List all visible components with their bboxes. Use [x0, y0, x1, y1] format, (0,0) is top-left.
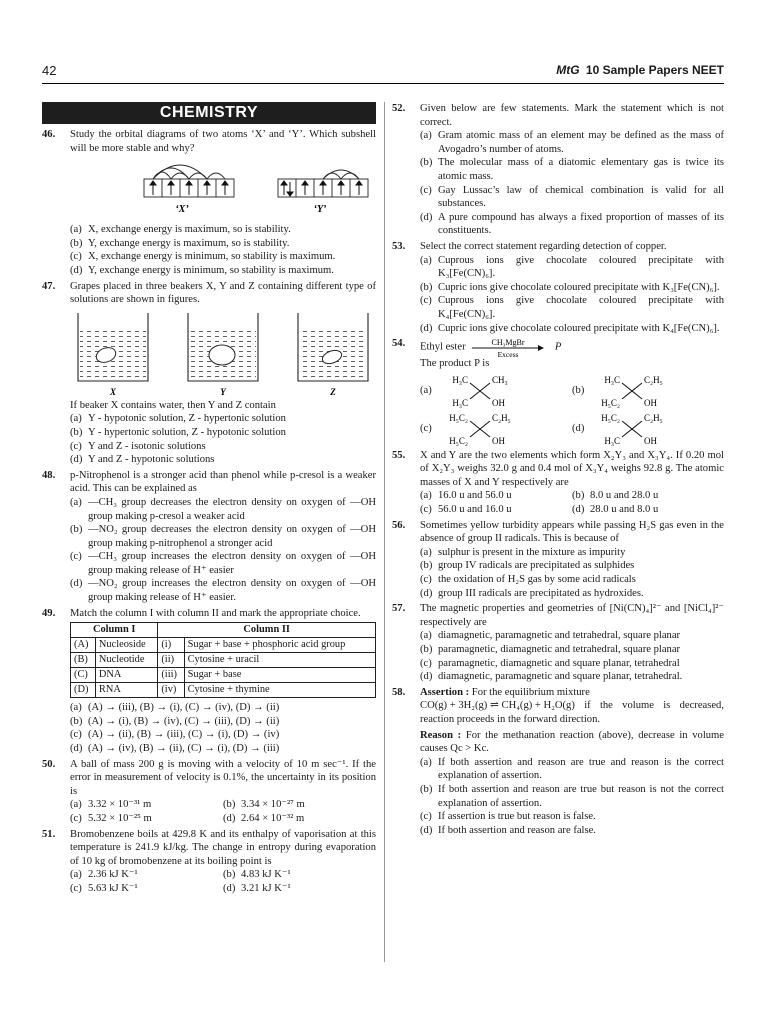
option-a[interactable] — [420, 489, 572, 503]
question-52 — [392, 102, 724, 238]
option-letter: (d) — [572, 504, 585, 516]
option-letter: (b) — [70, 426, 83, 438]
question-text: Select the correct statement regarding detection of copper. — [420, 240, 667, 252]
option-letter: (d) — [420, 824, 433, 836]
option-text: the oxidation of H₂S gas by some acid radicals — [438, 574, 636, 586]
option-a[interactable] — [70, 496, 376, 523]
reason-label: Reason : — [420, 729, 462, 741]
table-cell: (iv) — [158, 683, 184, 698]
option-letter: (b) — [420, 281, 433, 293]
question-number: 50. — [42, 758, 56, 770]
beaker-label-z: Z — [330, 386, 336, 397]
label-x: ‘X’ — [175, 204, 189, 216]
table-cell: Sugar + base + phosphoric acid group — [184, 638, 375, 653]
option-text: diamagnetic, paramagnetic and tetrahedral, square planar — [438, 630, 681, 642]
option-text: A pure compound has always a fixed proportion of masses of its constituents. — [438, 211, 724, 237]
table-header-row — [71, 623, 376, 638]
substituent: OH — [644, 397, 657, 408]
substituent: OH — [644, 435, 657, 446]
option-c[interactable] — [420, 810, 724, 824]
option-text: group IV radicals are precipitated as sulphides — [438, 560, 635, 572]
question-57 — [392, 602, 724, 684]
reaction-arrow — [468, 337, 552, 360]
question-text: p-Nitrophenol is a stronger acid than phenol while p-cresol is a weaker acid. This can be explained as — [70, 469, 376, 495]
option-letter: (c) — [420, 295, 432, 307]
option-letter: (c) — [70, 729, 82, 741]
option-b[interactable] — [420, 643, 724, 657]
option-text: paramagnetic, diamagnetic and square planar, tetrahedral — [438, 657, 680, 669]
option-letter: (a) — [70, 869, 82, 881]
option-letter: (d) — [223, 813, 236, 824]
option-d[interactable] — [420, 322, 724, 336]
option-c[interactable] — [420, 573, 724, 587]
option-b[interactable] — [420, 783, 724, 810]
option-text: Gram atomic mass of an element may be defined as the mass of Avogadro’s number of atoms. — [438, 130, 724, 155]
option-a[interactable] — [420, 756, 724, 783]
option-d[interactable] — [572, 503, 724, 517]
option-letter: (a) — [420, 756, 432, 768]
option-text: 3.21 kJ K⁻¹ — [241, 882, 291, 894]
option-letter: (a) — [420, 254, 432, 266]
option-a[interactable] — [70, 701, 376, 715]
option-letter: (a) — [70, 799, 82, 811]
table-row — [71, 638, 376, 653]
option-text: Cupric ions give chocolate coloured precipitate with K₃[Fe(CN)₆]. — [438, 281, 720, 293]
option-b[interactable] — [420, 559, 724, 573]
option-c[interactable] — [70, 250, 376, 264]
option-text: Y, exchange energy is maximum, so is stability. — [88, 237, 290, 249]
substituent: H₃C — [604, 435, 620, 446]
question-47 — [42, 280, 376, 467]
column-divider — [384, 102, 385, 962]
option-c[interactable] — [420, 657, 724, 671]
substituent: H₅C₂ — [449, 435, 468, 446]
question-number: 55. — [392, 449, 406, 461]
option-letter: (a) — [70, 702, 82, 714]
option-letter: (d) — [420, 587, 433, 599]
match-table — [70, 622, 376, 698]
option-text: Gay Lussac’s law of chemical combination is valid for all substances. — [438, 184, 724, 210]
assertion-label: Assertion : — [420, 686, 470, 698]
option-a[interactable] — [420, 629, 724, 643]
label-y: ‘Y’ — [313, 204, 327, 216]
option-text: group III radicals are precipitated as hydroxides. — [438, 587, 644, 599]
option-letter: (d) — [70, 578, 83, 590]
option-text: Cupric ions give chocolate coloured precipitate with K₄[Fe(CN)₆]. — [438, 322, 720, 334]
option-text: 8.0 u and 28.0 u — [590, 490, 659, 502]
option-text: Y and Z - hypotonic solutions — [88, 454, 215, 466]
question-text: X and Y are the two elements which form X₂Y₃ and X₃Y₄. If 0.20 mol of X₂Y₃ weighs 32.0 g and 0.4 mol of X₃Y₄ weighs 92.8 g. The atomic masses of X and Y respectively are — [420, 449, 724, 488]
option-text: 4.83 kJ K⁻¹ — [241, 869, 291, 881]
option-letter: (c) — [420, 504, 432, 516]
question-text: Ethyl ester — [420, 341, 466, 353]
option-text: —NO₂ group decreases the electron density on oxygen of —OH group making p-nitrophenol a stronger acid — [88, 524, 376, 549]
structure-d — [590, 411, 700, 447]
table-cell: RNA — [95, 683, 157, 698]
option-letter: (b) — [70, 524, 83, 536]
assertion-text: For the equilibrium mixture — [471, 686, 590, 698]
substituent: H₃C — [452, 397, 468, 408]
option-letter: (a) — [420, 630, 432, 642]
option-letter: (c) — [420, 811, 432, 823]
options-grid — [70, 868, 376, 895]
option-a[interactable] — [420, 546, 724, 560]
option-d[interactable] — [223, 882, 376, 896]
substituent: H₅C₂ — [449, 412, 468, 423]
option-text: diamagnetic, paramagnetic and square planar, tetrahedral. — [438, 671, 683, 683]
option-text: —CH₃ group increases the electron density on oxygen of —OH group making release of H⁺ easier — [88, 551, 376, 576]
option-a[interactable] — [420, 373, 572, 409]
product-options — [420, 373, 724, 447]
reagent-bottom: Excess — [497, 350, 519, 360]
question-text: Bromobenzene boils at 429.8 K and its enthalpy of vaporisation at this temperature is 241.9 kJ/kg. The change in entropy during evaporation of 10 kg of bromobenzene at its boiling point is — [70, 828, 376, 867]
option-letter: (d) — [223, 882, 236, 894]
product-label: P — [554, 341, 562, 353]
substituent: C₂H₅ — [644, 374, 663, 385]
question-number: 48. — [42, 469, 56, 481]
equilibrium-equation: CO(g) + 3H₂(g) ⇌ CH₄(g) + H₂O(g) — [420, 700, 575, 712]
option-d[interactable] — [70, 577, 376, 604]
substituent: H₃C — [604, 374, 620, 385]
running-header — [556, 64, 724, 78]
option-b[interactable] — [572, 373, 724, 409]
option-text: Y and Z - isotonic solutions — [88, 440, 206, 452]
table-row — [71, 683, 376, 698]
question-51 — [42, 828, 376, 896]
option-c[interactable] — [420, 503, 572, 517]
option-d[interactable] — [223, 812, 376, 826]
question-text: Grapes placed in three beakers X, Y and Z containing different type of solutions are shown in figures. — [70, 280, 376, 306]
table-cell: (ii) — [158, 653, 184, 668]
question-number: 58. — [392, 686, 406, 698]
table-row — [71, 668, 376, 683]
option-a[interactable] — [70, 798, 223, 812]
question-55 — [392, 449, 724, 517]
option-letter: (c) — [70, 440, 82, 452]
option-letter: (d) — [70, 264, 83, 276]
question-number: 54. — [392, 338, 406, 350]
option-text: If both assertion and reason are true but reason is not the correct explanation of assertion. — [438, 783, 724, 809]
question-number: 51. — [42, 828, 56, 840]
option-letter: (c) — [420, 574, 432, 586]
option-letter: (b) — [420, 157, 433, 169]
option-text: 5.63 kJ K⁻¹ — [88, 882, 138, 894]
question-53 — [392, 240, 724, 335]
option-b[interactable] — [223, 868, 376, 882]
option-text: 2.36 kJ K⁻¹ — [88, 869, 138, 881]
option-text: 56.0 u and 16.0 u — [438, 504, 512, 516]
option-text: 3.32 × 10⁻³¹ m — [88, 799, 152, 811]
reason-text: For the methanation reaction (above), decrease in volume causes Qc > Kc. — [420, 729, 724, 755]
option-letter: (d) — [572, 422, 585, 434]
option-b[interactable] — [223, 798, 376, 812]
option-letter: (b) — [223, 869, 236, 881]
question-number: 49. — [42, 607, 56, 619]
question-number: 56. — [392, 519, 406, 531]
question-number: 47. — [42, 280, 56, 292]
option-d[interactable] — [420, 670, 724, 684]
option-c[interactable] — [70, 812, 223, 826]
option-text: X, exchange energy is minimum, so stability is maximum. — [88, 251, 336, 263]
option-text: (A) → (iv), (B) → (ii), (C) → (i), (D) → (iii) — [88, 743, 280, 755]
question-number: 57. — [392, 603, 406, 615]
table-cell: (B) — [71, 653, 96, 668]
substituent: H₅C₂ — [601, 397, 620, 408]
option-text: If both assertion and reason are true and reason is the correct explanation of assertion. — [438, 756, 724, 782]
mtg-logo: MtG — [556, 63, 580, 77]
left-column — [42, 102, 376, 898]
page-number: 42 — [42, 63, 57, 78]
table-cell: Nucleotide — [95, 653, 157, 668]
option-b[interactable] — [70, 523, 376, 550]
option-c[interactable] — [420, 184, 724, 211]
option-letter: (b) — [223, 799, 236, 811]
table-cell: (D) — [71, 683, 96, 698]
assertion-equation-line — [420, 699, 724, 726]
option-text: 5.32 × 10⁻²⁵ m — [88, 813, 152, 824]
substituent: H₅C₂ — [601, 412, 620, 423]
option-letter: (d) — [70, 743, 83, 755]
option-letter: (a) — [420, 130, 432, 142]
question-text: Sometimes yellow turbidity appears while passing H₂S gas even in the absence of group II radicals. This is because of — [420, 519, 724, 545]
option-c[interactable] — [420, 411, 572, 447]
table-cell: DNA — [95, 668, 157, 683]
option-b[interactable] — [420, 156, 724, 183]
table-cell: (A) — [71, 638, 96, 653]
option-c[interactable] — [70, 728, 376, 742]
option-letter: (b) — [572, 490, 585, 502]
option-text: sulphur is present in the mixture as impurity — [438, 546, 626, 558]
option-letter: (a) — [70, 496, 82, 508]
beaker-label-y: Y — [220, 386, 226, 397]
option-a[interactable] — [420, 254, 724, 281]
option-b[interactable] — [420, 281, 724, 295]
option-text: Cuprous ions give chocolate coloured precipitate with K₄[Fe(CN)₆]. — [438, 295, 724, 320]
assertion-tail: if the volume is decreased, reaction proceeds in the forward direction. — [420, 700, 724, 725]
option-b[interactable] — [70, 715, 376, 729]
option-letter: (b) — [420, 644, 433, 655]
table-cell: Cytosine + thymine — [184, 683, 375, 698]
option-text: X, exchange energy is maximum, so is stability. — [88, 224, 291, 236]
question-text: A ball of mass 200 g is moving with a velocity of 10 m sec⁻¹. If the error in measurement of velocity is 0.1%, the uncertainty in its position is — [70, 758, 376, 797]
substituent: C₂H₅ — [644, 412, 663, 423]
option-letter: (b) — [572, 384, 585, 396]
substituent: H₃C — [452, 374, 468, 385]
option-letter: (d) — [70, 454, 83, 466]
beaker-label-x: X — [109, 386, 117, 397]
option-b[interactable] — [572, 489, 724, 503]
section-title: CHEMISTRY — [42, 102, 376, 124]
option-letter: (b) — [70, 237, 83, 249]
option-text: Y - hypertonic solution, Z - hypotonic solution — [88, 426, 286, 438]
question-number: 52. — [392, 103, 406, 114]
column-header: Column I — [71, 623, 158, 638]
option-text: (A) → (ii), (B) → (iii), (C) → (i), (D) → (iv) — [88, 729, 280, 741]
option-c[interactable] — [70, 440, 376, 454]
option-letter: (b) — [420, 783, 433, 795]
beakers-svg — [70, 309, 376, 397]
option-d[interactable] — [420, 824, 724, 838]
option-c[interactable] — [70, 882, 223, 896]
question-number: 53. — [392, 240, 406, 252]
option-text: Y, exchange energy is minimum, so stability is maximum. — [88, 264, 334, 276]
option-c[interactable] — [420, 294, 724, 321]
option-text: Cuprous ions give chocolate coloured precipitate with K₃[Fe(CN)₆]. — [438, 254, 724, 280]
option-d[interactable] — [420, 587, 724, 601]
table-cell: Cytosine + uracil — [184, 653, 375, 668]
option-text: If both assertion and reason are false. — [438, 824, 596, 836]
table-cell: Sugar + base — [184, 668, 375, 683]
option-text: —NO₂ group increases the electron density on oxygen of —OH group making release of H⁺ easier. — [88, 578, 376, 604]
option-b[interactable] — [70, 426, 376, 440]
option-d[interactable] — [70, 264, 376, 278]
column-header: Column II — [158, 623, 376, 638]
table-cell: (iii) — [158, 668, 184, 683]
option-letter: (c) — [70, 251, 82, 263]
orbital-diagrams — [70, 157, 376, 221]
question-48 — [42, 469, 376, 605]
option-a[interactable] — [70, 412, 376, 426]
question-text: Given below are few statements. Mark the statement which is not correct. — [420, 103, 724, 128]
structure-c — [438, 411, 548, 447]
question-58 — [392, 686, 724, 838]
option-letter: (c) — [420, 422, 432, 434]
option-letter: (c) — [70, 813, 82, 824]
option-letter: (a) — [420, 490, 432, 502]
question-number: 46. — [42, 129, 56, 140]
question-text: The magnetic properties and geometries of [Ni(CN)₄]²⁻ and [NiCl₄]²⁻ respectively are — [420, 603, 724, 628]
option-letter: (c) — [70, 551, 82, 563]
question-49 — [42, 607, 376, 756]
option-letter: (c) — [70, 882, 82, 894]
option-text: 16.0 u and 56.0 u — [438, 490, 512, 502]
option-b[interactable] — [70, 237, 376, 251]
question-50 — [42, 758, 376, 826]
option-text: paramagnetic, diamagnetic and tetrahedral, square planar — [438, 644, 681, 655]
question-46 — [42, 128, 376, 278]
option-letter: (d) — [420, 322, 433, 334]
right-column — [392, 102, 724, 839]
orbital-diagram-svg — [70, 157, 370, 221]
question-56 — [392, 519, 724, 601]
structure-b — [590, 373, 700, 409]
option-a[interactable] — [70, 223, 376, 237]
option-text: Y - hypotonic solution, Z - hypertonic solution — [88, 413, 286, 425]
option-letter: (b) — [70, 715, 83, 727]
option-text: 2.64 × 10⁻³² m — [241, 813, 305, 824]
substituent: C₂H₅ — [492, 412, 511, 423]
header-rule — [42, 83, 724, 84]
option-text: The molecular mass of a diatomic elementary gas is twice its atomic mass. — [438, 157, 724, 182]
option-text: 3.34 × 10⁻²⁷ m — [241, 799, 305, 811]
option-letter: (a) — [420, 384, 432, 396]
reagent-top: CH₃MgBr — [491, 338, 525, 348]
option-letter: (c) — [420, 184, 432, 196]
option-text: If assertion is true but reason is false. — [438, 811, 596, 823]
option-text: 28.0 u and 8.0 u — [590, 504, 659, 516]
option-letter: (a) — [70, 224, 82, 236]
option-letter: (a) — [70, 413, 82, 425]
table-cell: Nucleoside — [95, 638, 157, 653]
option-a[interactable] — [70, 868, 223, 882]
option-letter: (a) — [420, 546, 432, 558]
option-letter: (c) — [420, 657, 432, 669]
question-54 — [392, 337, 724, 447]
option-d[interactable] — [70, 453, 376, 467]
option-d[interactable] — [420, 211, 724, 238]
table-cell: (i) — [158, 638, 184, 653]
substituent: OH — [492, 435, 505, 446]
option-letter: (b) — [420, 560, 433, 572]
options-grid — [420, 489, 724, 516]
question-stem: The product P is — [420, 358, 490, 370]
substituent: OH — [492, 397, 505, 408]
option-letter: (d) — [420, 671, 433, 683]
option-d[interactable] — [572, 411, 724, 447]
question-text: Match the column I with column II and mark the appropriate choice. — [70, 607, 361, 619]
book-title: 10 Sample Papers NEET — [585, 63, 724, 77]
table-cell: (C) — [71, 668, 96, 683]
question-text: Study the orbital diagrams of two atoms ‘X’ and ‘Y’. Which subshell will be more stable and why? — [70, 129, 376, 154]
options-grid — [70, 798, 376, 825]
option-letter: (d) — [420, 211, 433, 223]
reason-block — [420, 729, 724, 756]
table-row — [71, 653, 376, 668]
structure-a — [438, 373, 548, 409]
option-text: (A) → (i), (B) → (iv), (C) → (iii), (D) → (ii) — [88, 715, 280, 727]
option-c[interactable] — [70, 550, 376, 577]
option-d[interactable] — [70, 742, 376, 756]
beaker-figure — [70, 309, 376, 397]
question-stem: If beaker X contains water, then Y and Z contain — [70, 399, 276, 411]
substituent: CH₃ — [492, 374, 508, 385]
option-text: —CH₃ group decreases the electron density on oxygen of —OH group making p-cresol a weaker acid — [88, 496, 376, 522]
option-text: (A) → (iii), (B) → (i), (C) → (iv), (D) → (ii) — [88, 702, 280, 714]
option-a[interactable] — [420, 129, 724, 156]
